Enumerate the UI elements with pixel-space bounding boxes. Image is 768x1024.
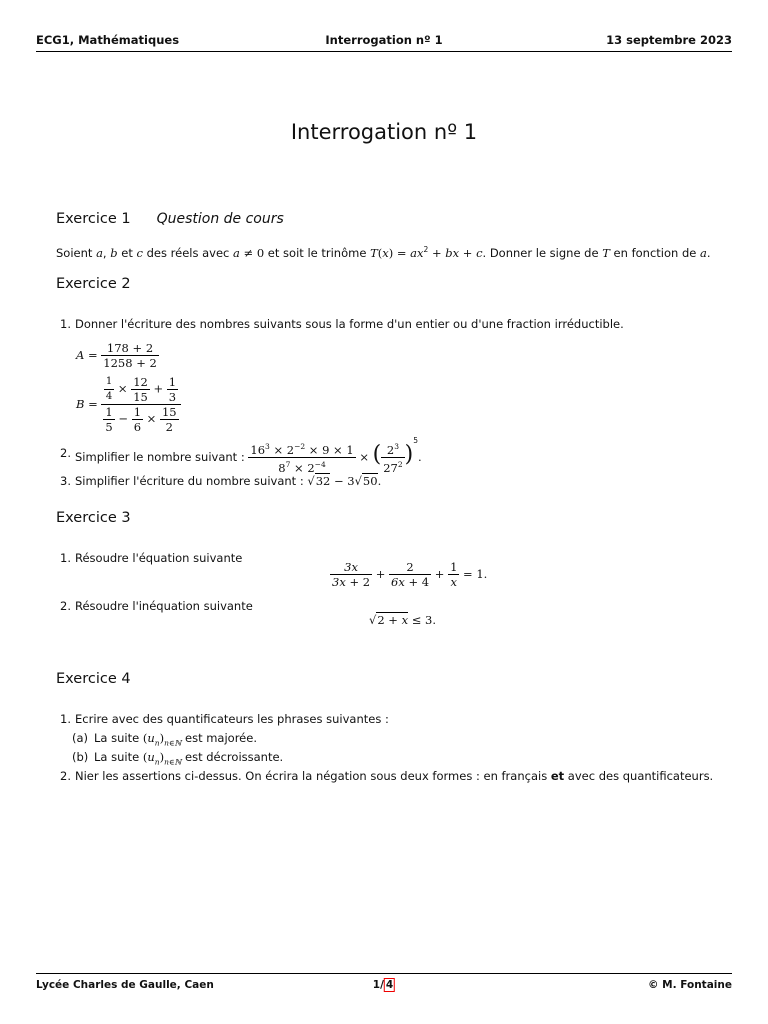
exercise-4-question-1: Ecrire avec des quantificateurs les phrases suivantes :	[75, 712, 389, 726]
item-letter: (a)	[72, 731, 89, 745]
question-text: Simplifier l'écriture du nombre suivant :	[75, 474, 304, 488]
exercise-3-question-2: Résoudre l'inéquation suivante	[75, 599, 253, 613]
statement-text: Soient	[56, 245, 97, 260]
page-title: Interrogation nº 1	[290, 120, 478, 144]
exercise-2-question-3: Simplifier l'écriture du nombre suivant : √32 − 3√50.	[75, 474, 382, 488]
question-text: avec des quantificateurs.	[564, 769, 714, 783]
total-pages-link[interactable]: 4	[385, 979, 394, 991]
footer-page-number	[373, 979, 395, 991]
footer-author: © M. Fontaine	[648, 979, 732, 991]
item-number: 1.	[60, 712, 71, 726]
item-number: 2.	[60, 446, 71, 460]
page-separator: /	[380, 979, 384, 991]
exercise-1-subtitle: Question de cours	[156, 211, 284, 227]
exercise-2-question-1: Donner l'écriture des nombres suivants sous la forme d'un entier ou d'une fraction irréductible.	[75, 317, 624, 331]
exercise-4-question-1a: La suite $(u_n)_{n\in ℕ}$ est majorée.	[94, 731, 257, 748]
exercise-2-title: Exercice 2	[56, 276, 131, 292]
item-number: 1.	[60, 551, 71, 565]
exercise-4-title: Exercice 4	[56, 671, 131, 687]
question-text: est majorée.	[181, 731, 257, 745]
item-number: 1.	[60, 317, 71, 331]
statement-text: et	[117, 245, 137, 260]
page-footer	[36, 973, 732, 991]
exercise-2-question-2: Simplifier le nombre suivant : $\frac{16^3 \times 2^{-2} \times 9 \times 1}{8^7 \times 2^{-4}}$ × ( $\frac{2^3}{27^2}$ )$^5$.	[75, 436, 422, 475]
exercise-3-question-1: Résoudre l'équation suivante	[75, 551, 243, 565]
formula-a: A = $\frac{178 + 2}{1258 + 2}$	[76, 341, 157, 370]
exercise-4-question-2	[75, 769, 713, 783]
exercise-1-statement: Soient a, b et c des réels avec a ≠ 0 et soit le trinôme $T(x) = ax^2$ + bx + c. Donner le signe de T en fonction de a.	[56, 245, 711, 260]
equation: $\frac{3x}{3x + 2}$ + $\frac{2}{6x + 4}$ + $\frac{1}{x}$ = 1.	[332, 560, 488, 589]
page-header	[36, 33, 732, 52]
item-number: 2.	[60, 599, 71, 613]
statement-text: et soit le trinôme	[264, 245, 371, 260]
statement-text: des réels avec	[142, 245, 234, 260]
statement-text: en fonction de	[609, 245, 700, 260]
item-number: 3.	[60, 474, 71, 488]
footer-school: Lycée Charles de Gaulle, Caen	[36, 979, 214, 991]
current-page: 1	[372, 979, 381, 991]
exercise-3-title: Exercice 3	[56, 510, 131, 526]
statement-text: . Donner le signe de	[482, 245, 603, 260]
question-text: La suite	[94, 750, 143, 764]
inequation: √2 + x ≤ 3.	[369, 613, 437, 627]
item-letter: (b)	[72, 750, 89, 764]
header-course: ECG1, Mathématiques	[36, 33, 180, 47]
question-text: est décroissante.	[181, 750, 284, 764]
question-text: Simplifier le nombre suivant :	[75, 450, 245, 464]
formula-b: B = $\frac{1}{4}$ × $\frac{12}{15}$ + $\frac{1}{3}$ $\frac{1}{5}$ − $\frac{1}{6}$ × $\frac{15}{2}$	[76, 375, 181, 434]
item-number: 2.	[60, 769, 71, 783]
question-text: La suite	[94, 731, 143, 745]
exercise-1-heading	[56, 211, 284, 227]
header-date: 13 septembre 2023	[606, 33, 732, 47]
emphasis-text: et	[550, 769, 565, 783]
exercise-1-title: Exercice 1	[56, 211, 131, 227]
question-text: Nier les assertions ci-dessus. On écrira la négation sous deux formes : en français	[75, 769, 551, 783]
exercise-4-question-1b: La suite $(u_n)_{n\in ℕ}$ est décroissante.	[94, 750, 284, 767]
header-title: Interrogation nº 1	[325, 33, 443, 47]
